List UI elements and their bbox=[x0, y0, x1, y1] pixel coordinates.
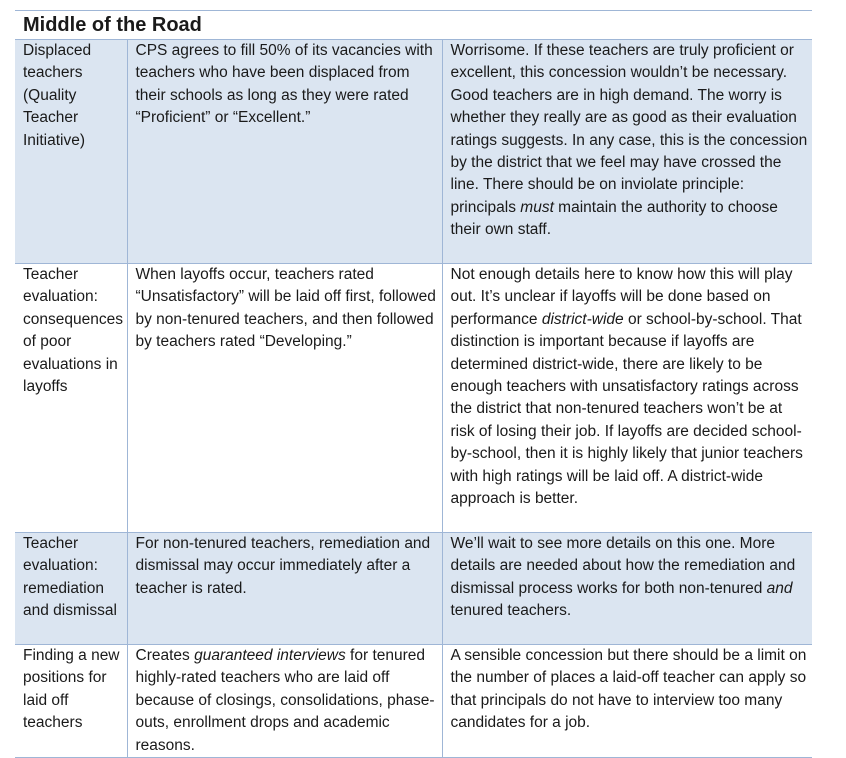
topic-cell bbox=[15, 264, 127, 533]
table-row bbox=[15, 533, 812, 645]
provision-text: CPS agrees to fill 50% of its vacancies with teachers who have been displaced from their schools as long as they were rated “Proficient” or “Excellent.” bbox=[135, 42, 433, 127]
provision-text: for tenured highly-rated teachers who are laid off because of closings, consolidations, phase-outs, enrollment drops and academic reasons. bbox=[135, 647, 435, 754]
topic-text: Teacher evaluation: consequences of poor evaluations in layoffs bbox=[23, 266, 123, 396]
topic-text: Finding a new positions for laid off teachers bbox=[23, 647, 120, 732]
topic-cell bbox=[15, 40, 127, 264]
comment-text: We’ll wait to see more details on this one. More details are needed about how the remediation and dismissal process works for both non-tenured bbox=[450, 535, 796, 597]
provision-cell bbox=[127, 40, 442, 264]
table-row bbox=[15, 40, 812, 264]
comment-text: Not enough details here to know how this will play out. It’s unclear if layoffs will be done based on performance bbox=[450, 266, 793, 328]
comment-text: maintain the authority to choose their own staff. bbox=[450, 198, 778, 239]
topic-cell bbox=[15, 645, 127, 758]
topic-cell bbox=[15, 533, 127, 645]
section-title: Middle of the Road bbox=[15, 10, 812, 39]
comment-emphasis: must bbox=[520, 198, 554, 216]
provision-emphasis: guaranteed interviews bbox=[194, 647, 346, 664]
table-row bbox=[15, 645, 812, 758]
provision-cell bbox=[127, 533, 442, 645]
provision-text: Creates bbox=[135, 647, 195, 664]
comment-cell bbox=[442, 264, 812, 533]
document bbox=[15, 10, 812, 758]
comment-cell bbox=[442, 533, 812, 645]
provision-cell bbox=[127, 264, 442, 533]
comment-emphasis: district-wide bbox=[541, 310, 624, 328]
comment-cell bbox=[442, 645, 812, 758]
policy-table bbox=[15, 39, 812, 758]
comment-cell bbox=[442, 40, 812, 264]
comment-text: Worrisome. If these teachers are truly proficient or excellent, this concession wouldn’t be necessary. Good teachers are in high demand. The worry is whether they really are as good as their evaluation ratings suggests. In any case, this is the concession by the district that we feel may have crossed the line. There should be on inviolate principle: principals bbox=[450, 42, 808, 216]
topic-text: Teacher evaluation: remediation and dismissal bbox=[23, 535, 117, 620]
comment-text: tenured teachers. bbox=[450, 602, 572, 620]
comment-text: A sensible concession but there should be a limit on the number of places a laid-off teacher can apply so that principals do not have to interview too many candidates for a job. bbox=[450, 647, 807, 732]
provision-text: When layoffs occur, teachers rated “Unsatisfactory” will be laid off first, followed by non-tenured teachers, and then followed by teachers rated “Developing.” bbox=[135, 266, 436, 351]
table-row bbox=[15, 264, 812, 533]
provision-cell bbox=[127, 645, 442, 758]
topic-text: Displaced teachers (Quality Teacher Initiative) bbox=[23, 42, 92, 149]
comment-emphasis: and bbox=[766, 579, 793, 597]
comment-text: or school-by-school. That distinction is important because if layoffs are determined district-wide, there are likely to be enough teachers with unsatisfactory ratings across the district that non-tenured teachers won’t be at risk of losing their job. If layoffs are decided school-by-school, then it is highly likely that junior teachers with high ratings will be laid off. A district-wide approach is better. bbox=[450, 310, 803, 508]
provision-text: For non-tenured teachers, remediation and dismissal may occur immediately after a teacher is rated. bbox=[135, 535, 431, 597]
